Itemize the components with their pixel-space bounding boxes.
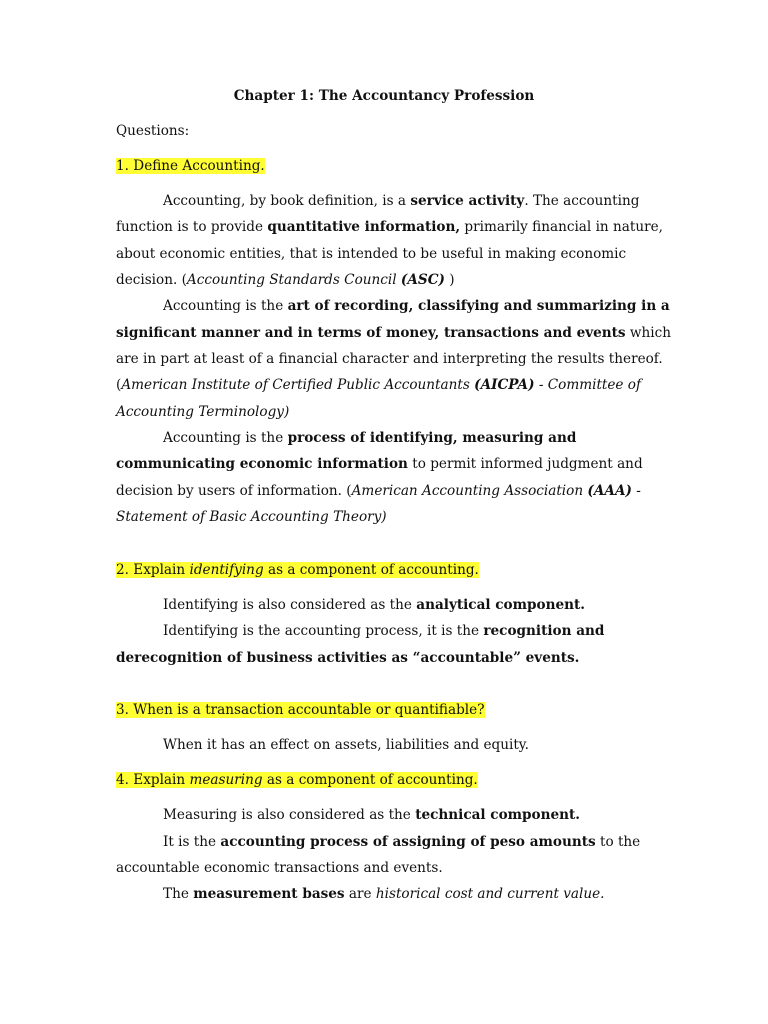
text-span: are xyxy=(344,886,376,902)
q4-line-1 xyxy=(163,806,580,824)
q2-line-1 xyxy=(163,596,585,614)
text-span: . The accounting xyxy=(524,193,640,209)
questions-label: Questions: xyxy=(116,123,190,139)
italic-source: American Accounting Association xyxy=(351,483,588,499)
q2-line-3 xyxy=(116,649,579,667)
text-span: Identifying is the accounting process, it is the xyxy=(163,623,484,639)
text-span: to permit informed judgment and xyxy=(407,456,643,472)
text-span: to the xyxy=(595,834,641,850)
bold-term: communicating economic information xyxy=(116,456,408,472)
text-span: 2. Explain xyxy=(116,562,190,578)
bold-term: significant manner and in terms of money, transactions and events xyxy=(116,325,626,341)
bold-term: measurement bases xyxy=(193,886,345,902)
q1-def2-line-1 xyxy=(163,297,670,315)
q1-def2-line-5 xyxy=(116,403,289,421)
q1-def1-line-4 xyxy=(116,271,455,289)
question-4-heading xyxy=(116,771,478,789)
italic-source: Accounting Standards Council xyxy=(186,272,401,288)
question-4-heading-text xyxy=(116,772,478,788)
text-span: Accounting is the xyxy=(163,430,288,446)
bold-term: derecognition of business activities as “accountable” events. xyxy=(116,650,580,666)
q1-def3-line-1 xyxy=(163,429,576,447)
q4-line-3: accountable economic transactions and events. xyxy=(116,860,443,876)
italic-term: measuring xyxy=(189,772,263,788)
question-3-heading-text: 3. When is a transaction accountable or quantifiable? xyxy=(116,702,485,718)
page-title: Chapter 1: The Accountancy Profession xyxy=(233,88,535,104)
italic-term: identifying xyxy=(189,562,264,578)
bold-term: accounting process of assigning of peso amounts xyxy=(220,834,596,850)
source-abbreviation: (AICPA) xyxy=(474,377,535,393)
text-span: primarily financial in nature, xyxy=(460,219,663,235)
question-1-heading xyxy=(116,157,265,175)
q4-line-4 xyxy=(163,885,605,903)
question-2-heading xyxy=(116,561,479,579)
italic-source: - xyxy=(631,483,641,499)
italic-term: historical cost and current value. xyxy=(375,886,605,902)
bold-term: art of recording, classifying and summarizing in a xyxy=(287,298,670,314)
q1-def2-line-2 xyxy=(116,324,671,342)
bold-term: analytical component. xyxy=(416,597,585,613)
text-span: which xyxy=(625,325,672,341)
q1-def2-line-4 xyxy=(116,376,641,394)
text-span: Accounting is the xyxy=(163,298,288,314)
text-span: ( xyxy=(116,377,122,393)
bold-term: service activity xyxy=(410,193,525,209)
q1-def1-line-1 xyxy=(163,192,639,210)
q1-def3-line-4 xyxy=(116,508,387,526)
text-span: decision. ( xyxy=(116,272,187,288)
q1-def1-line-2 xyxy=(116,218,663,236)
bold-term: process of identifying, measuring and xyxy=(287,430,577,446)
italic-source: Accounting Terminology) xyxy=(116,404,290,420)
text-span: 4. Explain xyxy=(116,772,190,788)
bold-term: quantitative information, xyxy=(267,219,461,235)
source-abbreviation: (AAA) xyxy=(587,483,632,499)
q1-def3-line-3 xyxy=(116,482,641,500)
q4-line-2 xyxy=(163,833,640,851)
text-span: decision by users of information. ( xyxy=(116,483,352,499)
q1-def3-line-2 xyxy=(116,455,643,473)
q1-def1-line-3: about economic entities, that is intended to be useful in making economic xyxy=(116,246,627,262)
bold-term: technical component. xyxy=(415,807,581,823)
question-3-heading xyxy=(116,701,485,719)
text-span: ) xyxy=(444,272,455,288)
italic-source: American Institute of Certified Public Accountants xyxy=(121,377,475,393)
italic-source: - Committee of xyxy=(534,377,642,393)
text-span: as a component of accounting. xyxy=(263,562,479,578)
question-1-heading-text: 1. Define Accounting. xyxy=(116,158,265,174)
bold-term: recognition and xyxy=(483,623,605,639)
question-2-heading-text xyxy=(116,562,479,578)
text-span: Accounting, by book definition, is a xyxy=(163,193,411,209)
text-span: Measuring is also considered as the xyxy=(163,807,416,823)
text-span: function is to provide xyxy=(116,219,268,235)
text-span: as a component of accounting. xyxy=(262,772,478,788)
source-abbreviation: (ASC) xyxy=(400,272,445,288)
q1-def2-line-3: are in part at least of a financial character and interpreting the results thereof. xyxy=(116,351,663,367)
text-span: Identifying is also considered as the xyxy=(163,597,417,613)
italic-source: Statement of Basic Accounting Theory) xyxy=(116,509,387,525)
q3-answer: When it has an effect on assets, liabilities and equity. xyxy=(163,737,529,753)
q2-line-2 xyxy=(163,622,604,640)
text-span: It is the xyxy=(163,834,221,850)
text-span: The xyxy=(163,886,194,902)
